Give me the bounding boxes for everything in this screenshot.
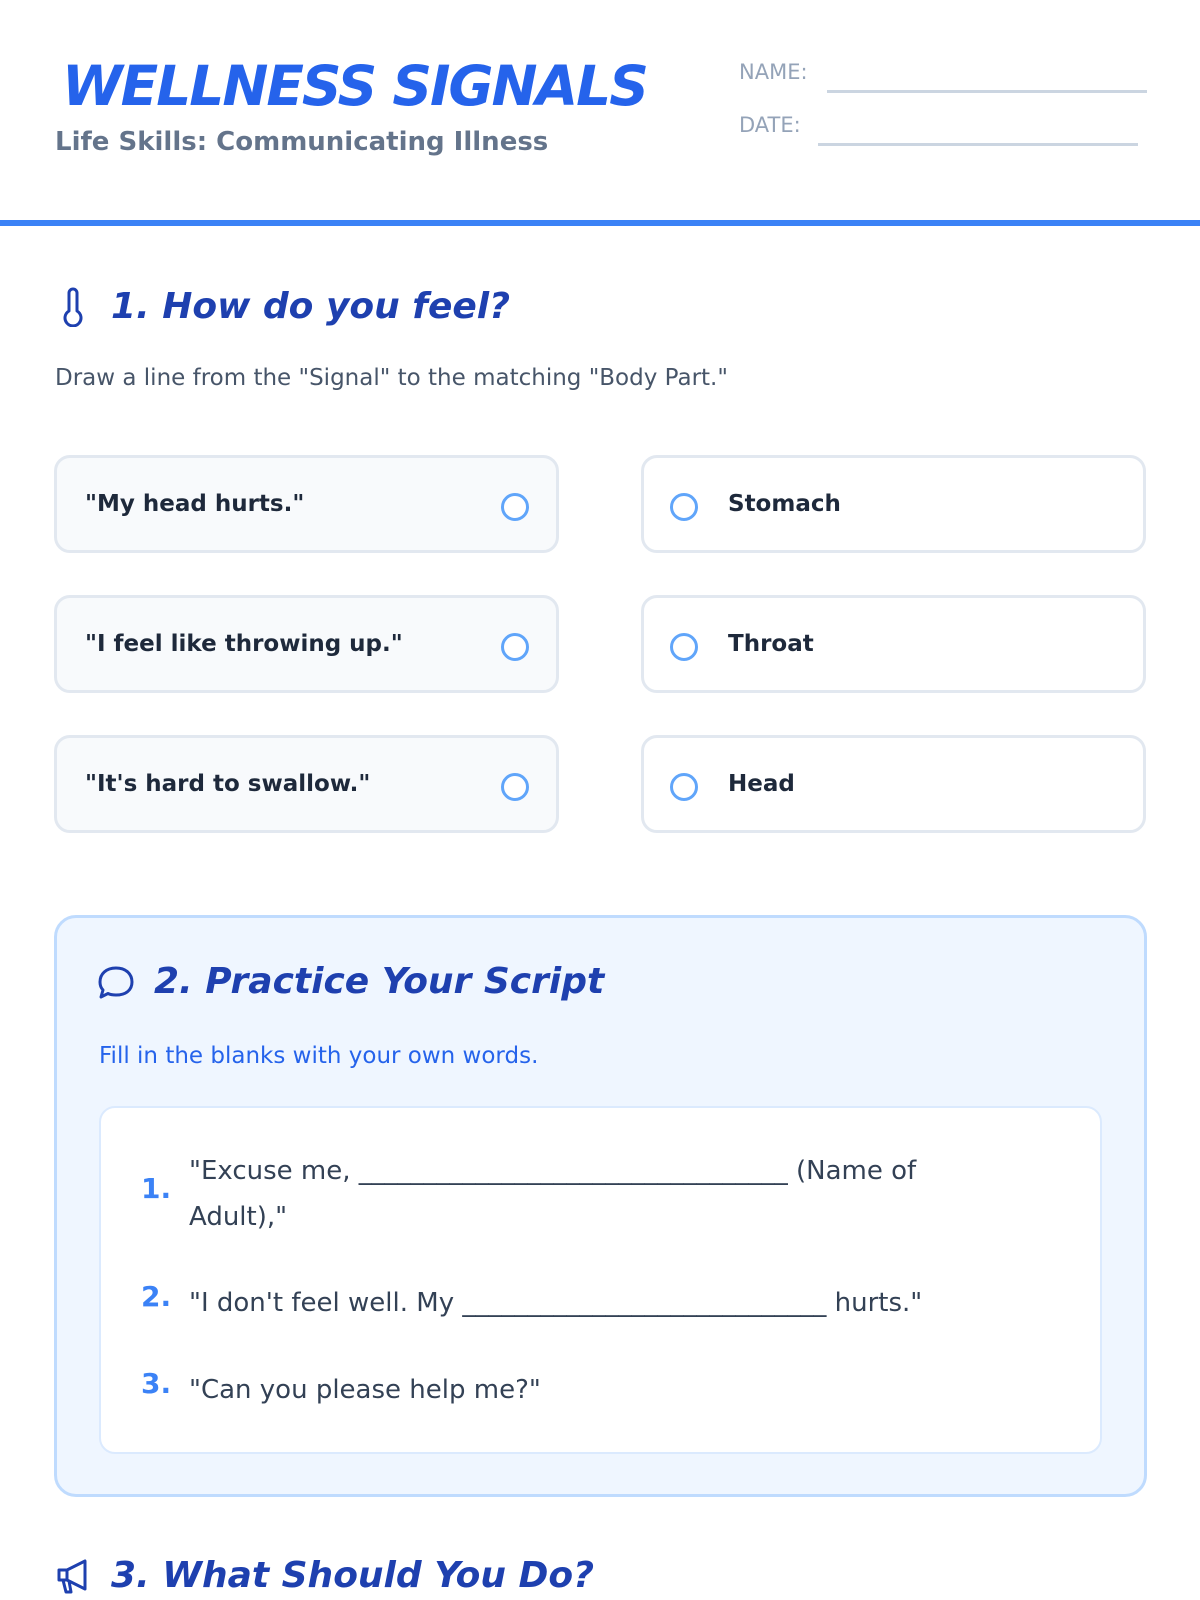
line-text-part: Adult),": [189, 1202, 288, 1232]
signal-text: "It's hard to swallow.": [85, 771, 371, 797]
name-label: NAME:: [739, 60, 808, 84]
line-text[interactable]: "I don't feel well. My ____________________________ hurts.": [189, 1288, 923, 1318]
body-part-connector-dot[interactable]: [670, 493, 698, 521]
script-panel: [54, 915, 1147, 1497]
signal-card: [54, 455, 559, 553]
date-field[interactable]: [818, 143, 1138, 146]
thermometer-icon: [55, 287, 91, 327]
signal-card: [54, 595, 559, 693]
line-number: 2.: [141, 1280, 172, 1313]
section-3-heading: [55, 1555, 594, 1596]
line-text: "Can you please help me?": [189, 1375, 541, 1405]
body-part-connector-dot[interactable]: [670, 773, 698, 801]
section-2-title: 2. Practice Your Script: [154, 961, 605, 1002]
date-label: DATE:: [739, 113, 801, 137]
megaphone-icon: [55, 1556, 91, 1596]
section-2-heading: [98, 961, 604, 1002]
body-part-connector-dot[interactable]: [670, 633, 698, 661]
section-3-title: 3. What Should You Do?: [111, 1555, 595, 1596]
body-part-text: Throat: [728, 631, 814, 657]
signal-connector-dot[interactable]: [501, 773, 529, 801]
speech-bubble-icon: [98, 962, 134, 1002]
signal-card: [54, 735, 559, 833]
script-lines: [99, 1106, 1102, 1454]
body-part-card: [641, 595, 1146, 693]
script-line: [141, 1148, 916, 1240]
signal-connector-dot[interactable]: [501, 493, 529, 521]
worksheet-header: [0, 0, 1200, 226]
line-number: 3.: [141, 1367, 172, 1400]
line-number: 1.: [141, 1172, 172, 1205]
section-1-instructions: Draw a line from the "Signal" to the matching "Body Part.": [55, 365, 728, 391]
signal-text: "I feel like throwing up.": [85, 631, 403, 657]
line-text[interactable]: [189, 1148, 916, 1240]
body-part-text: Stomach: [728, 491, 841, 517]
section-1-title: 1. How do you feel?: [111, 286, 511, 327]
signal-connector-dot[interactable]: [501, 633, 529, 661]
worksheet-subtitle: Life Skills: Communicating Illness: [55, 127, 549, 157]
line-text-part: "Excuse me, _________________________________ (Name of: [189, 1156, 917, 1186]
section-2-instructions: Fill in the blanks with your own words.: [99, 1043, 539, 1069]
body-part-card: [641, 735, 1146, 833]
script-line: [141, 1280, 922, 1326]
section-1-heading: [55, 286, 510, 327]
script-line: [141, 1367, 541, 1413]
name-field[interactable]: [827, 90, 1147, 93]
signal-text: "My head hurts.": [85, 491, 305, 517]
body-part-text: Head: [728, 771, 795, 797]
body-part-card: [641, 455, 1146, 553]
worksheet-title: WELLNESS SIGNALS: [62, 54, 647, 118]
